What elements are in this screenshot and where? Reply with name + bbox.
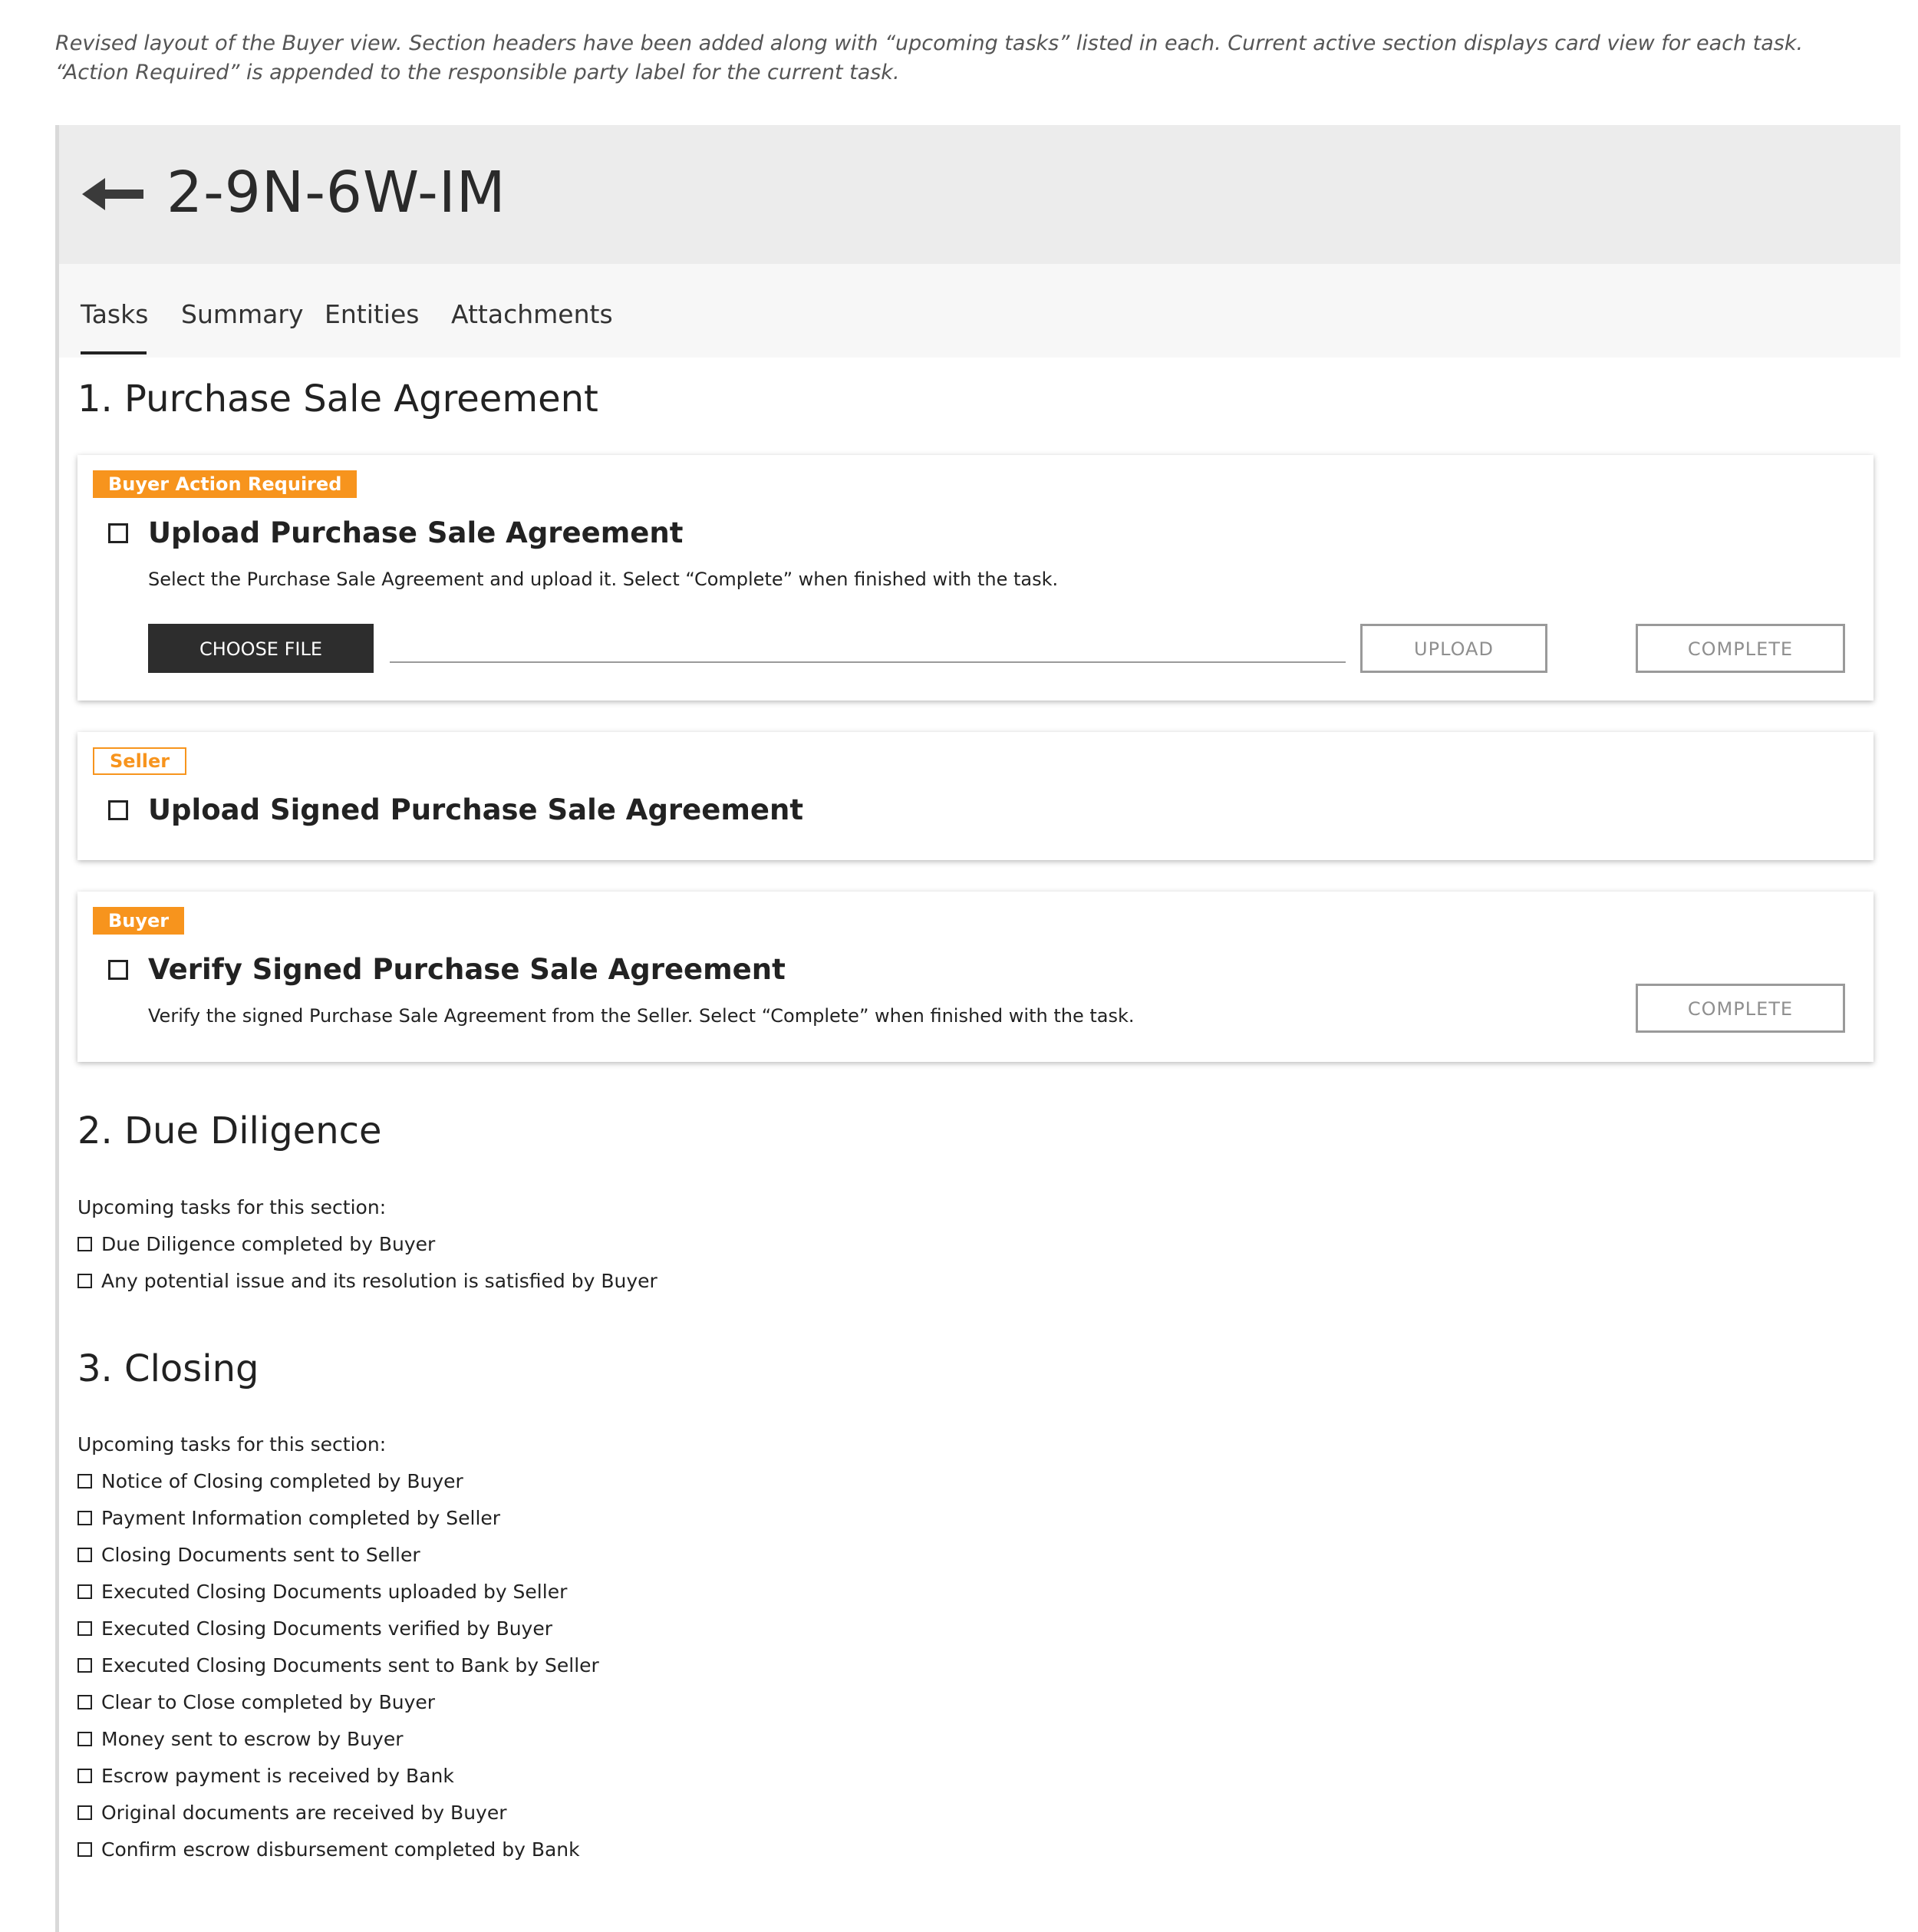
- task-title: Upload Purchase Sale Agreement: [148, 516, 684, 549]
- task-checkbox[interactable]: [77, 1621, 92, 1636]
- task-checkbox[interactable]: [108, 800, 128, 820]
- list-item: [77, 1615, 599, 1652]
- list-item: [77, 1231, 657, 1268]
- tab-tasks[interactable]: Tasks: [81, 299, 149, 329]
- complete-button[interactable]: COMPLETE: [1636, 624, 1845, 673]
- task-checkbox[interactable]: [77, 1237, 92, 1251]
- list-item: [77, 1541, 599, 1578]
- task-title: Upload Signed Purchase Sale Agreement: [148, 793, 804, 826]
- list-item: [77, 1268, 657, 1304]
- list-item: [77, 1762, 599, 1799]
- section-title-purchase-sale-agreement: 1. Purchase Sale Agreement: [77, 377, 598, 420]
- task-checkbox[interactable]: [77, 1658, 92, 1673]
- task-checkbox[interactable]: [77, 1732, 92, 1746]
- task-checkbox[interactable]: [77, 1695, 92, 1709]
- task-checkbox[interactable]: [77, 1511, 92, 1525]
- upcoming-task-label: Money sent to escrow by Buyer: [101, 1728, 404, 1750]
- task-checkbox[interactable]: [77, 1548, 92, 1562]
- complete-button[interactable]: COMPLETE: [1636, 984, 1845, 1033]
- list-item: [77, 1689, 599, 1726]
- upcoming-task-label: Executed Closing Documents uploaded by Seller: [101, 1581, 568, 1603]
- upload-button[interactable]: UPLOAD: [1360, 624, 1547, 673]
- list-item: [77, 1726, 599, 1762]
- upcoming-task-list: [77, 1468, 599, 1873]
- upcoming-task-label: Confirm escrow disbursement completed by Bank: [101, 1838, 580, 1861]
- upcoming-task-label: Closing Documents sent to Seller: [101, 1544, 420, 1566]
- task-card-upload-signed-psa: [77, 732, 1874, 860]
- task-checkbox[interactable]: [108, 960, 128, 980]
- task-checkbox[interactable]: [77, 1474, 92, 1489]
- page-header: [59, 125, 1900, 264]
- list-item: [77, 1505, 599, 1541]
- upcoming-tasks-label: Upcoming tasks for this section:: [77, 1196, 387, 1218]
- task-checkbox[interactable]: [77, 1805, 92, 1820]
- upcoming-task-label: Executed Closing Documents sent to Bank by Seller: [101, 1654, 599, 1676]
- task-card-upload-psa: [77, 455, 1874, 701]
- upcoming-task-label: Notice of Closing completed by Buyer: [101, 1470, 463, 1492]
- upcoming-task-label: Original documents are received by Buyer: [101, 1802, 507, 1824]
- upcoming-task-label: Escrow payment is received by Bank: [101, 1765, 454, 1787]
- task-description: Select the Purchase Sale Agreement and upload it. Select “Complete” when finished with the task.: [148, 569, 1059, 590]
- task-checkbox[interactable]: [108, 523, 128, 543]
- task-checkbox[interactable]: [77, 1842, 92, 1857]
- responsible-party-badge: Buyer Action Required: [93, 470, 357, 498]
- upcoming-task-list: [77, 1231, 657, 1304]
- responsible-party-badge: Seller: [93, 747, 186, 775]
- task-title: Verify Signed Purchase Sale Agreement: [148, 953, 786, 986]
- tab-summary[interactable]: Summary: [181, 299, 304, 329]
- list-item: [77, 1652, 599, 1689]
- tab-attachments[interactable]: Attachments: [451, 299, 613, 329]
- list-item: [77, 1578, 599, 1615]
- task-description: Verify the signed Purchase Sale Agreement from the Seller. Select “Complete” when finished with the task.: [148, 1005, 1135, 1027]
- task-checkbox[interactable]: [77, 1584, 92, 1599]
- upcoming-tasks-label: Upcoming tasks for this section:: [77, 1433, 387, 1456]
- upcoming-task-label: Any potential issue and its resolution is satisfied by Buyer: [101, 1270, 657, 1292]
- tab-entities[interactable]: Entities: [325, 299, 420, 329]
- file-name-field[interactable]: [390, 661, 1346, 663]
- list-item: [77, 1468, 599, 1505]
- task-checkbox[interactable]: [77, 1274, 92, 1288]
- section-title-due-diligence: 2. Due Diligence: [77, 1109, 382, 1152]
- upcoming-task-label: Clear to Close completed by Buyer: [101, 1691, 436, 1713]
- task-card-verify-signed-psa: [77, 892, 1874, 1062]
- list-item: [77, 1836, 599, 1873]
- page-title: 2-9N-6W-IM: [166, 160, 506, 226]
- upcoming-task-label: Executed Closing Documents verified by Buyer: [101, 1617, 553, 1640]
- arrow-left-icon[interactable]: [82, 167, 143, 221]
- list-item: [77, 1799, 599, 1836]
- upcoming-task-label: Payment Information completed by Seller: [101, 1507, 501, 1529]
- choose-file-button[interactable]: CHOOSE FILE: [148, 624, 374, 673]
- upcoming-task-label: Due Diligence completed by Buyer: [101, 1233, 436, 1255]
- responsible-party-badge: Buyer: [93, 907, 184, 935]
- section-title-closing: 3. Closing: [77, 1347, 259, 1390]
- figure-caption: Revised layout of the Buyer view. Section headers have been added along with “upcoming tasks” listed in each. Current active section displays card view for each task. “Action Required” is appended to the responsible party label for the current task.: [55, 31, 1804, 84]
- active-tab-indicator: [81, 351, 147, 354]
- task-checkbox[interactable]: [77, 1769, 92, 1783]
